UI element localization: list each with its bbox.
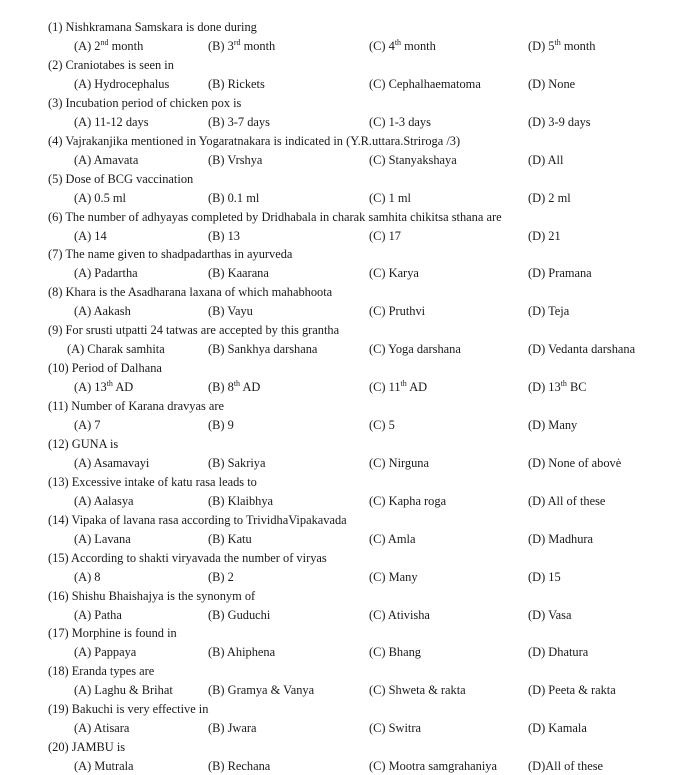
answer-option: (C) Kapha roga	[369, 493, 447, 508]
answer-option: (A) Padartha	[74, 266, 138, 281]
answer-option: (D) Peeta & rakta	[528, 683, 616, 698]
answer-option: (B) Sakriya	[208, 455, 266, 470]
answer-option: (B) Rechana	[208, 759, 271, 774]
answer-option: (D) 15	[528, 569, 561, 584]
answer-option: (A) Patha	[74, 607, 122, 622]
answer-option: (D) All	[528, 152, 564, 167]
answer-option: (A) Charak samhita	[67, 342, 165, 357]
question-text: (2) Craniotabes is seen in	[48, 57, 174, 72]
answer-option: (B) Sankhya darshana	[208, 342, 318, 357]
answer-option: (B) Rickets	[208, 76, 265, 91]
answer-option: (D) 5th month	[528, 38, 596, 53]
answer-option: (D) Dhatura	[528, 645, 589, 660]
answer-option: (C) Bhang	[369, 645, 421, 660]
question-text: (5) Dose of BCG vaccination	[48, 171, 194, 186]
answer-option: (C) Pruthvi	[369, 304, 426, 319]
answer-option: (A) 13th AD	[74, 379, 134, 395]
answer-option: (B) Katu	[208, 531, 252, 546]
answer-option: (A) Lavana	[74, 531, 131, 546]
answer-option: (B) 3rd month	[208, 38, 276, 53]
answer-option: (D) Vedanta darshana	[528, 342, 636, 357]
answer-option: (A) 2nd month	[74, 38, 144, 53]
answer-option: (C) Shweta & rakta	[369, 683, 466, 698]
answer-option: (C) Nirguna	[369, 455, 429, 470]
answer-option: (C) 11th AD	[369, 379, 428, 395]
answer-option: (A) Amavata	[74, 152, 139, 167]
answer-option: (D) 21	[528, 228, 561, 243]
answer-option: (A) Asamavayi	[74, 455, 150, 470]
answer-option: (A) Pappaya	[74, 645, 137, 660]
answer-option: (C) Many	[369, 569, 418, 584]
answer-option: (C) 4th month	[369, 38, 436, 53]
answer-option: (A) Mutrala	[74, 759, 134, 774]
answer-option: (C) 5	[369, 418, 395, 432]
answer-option: (B) 2	[208, 569, 234, 584]
answer-option: (B) 13	[208, 228, 241, 243]
answer-option: (D) 3-9 days	[528, 114, 591, 129]
answer-option: (D) 2 ml	[528, 190, 571, 205]
answer-option: (D) Teja	[528, 304, 570, 319]
answer-option: (A) Aakash	[74, 304, 131, 319]
answer-option: (B) Jwara	[208, 721, 257, 736]
question-text: (13) Excessive intake of katu rasa leads to	[48, 474, 257, 489]
answer-option: (D) Many	[528, 418, 578, 432]
answer-option: (C) Amla	[369, 531, 416, 546]
answer-option: (D) Vasa	[528, 607, 572, 622]
question-text: (20) JAMBU is	[48, 740, 126, 755]
answer-option: (D) None	[528, 76, 576, 91]
question-text: (4) Vajrakanjika mentioned in Yogaratnakara is indicated in (Y.R.uttara.Striroga /3)	[48, 133, 461, 148]
answer-option: (B) Vayu	[208, 304, 253, 319]
question-text: (17) Morphine is found in	[48, 626, 177, 641]
answer-option: (C) Ativisha	[369, 607, 430, 622]
answer-option: (B) 8th AD	[208, 379, 261, 395]
question-text: (7) The name given to shadpadarthas in ayurveda	[48, 247, 293, 262]
answer-option: (C) Yoga darshana	[369, 342, 461, 357]
question-text: (1) Nishkramana Samskara is done during	[48, 20, 257, 34]
answer-option: (A) 0.5 ml	[74, 190, 126, 205]
answer-option: (C) Mootra samgrahaniya	[369, 759, 497, 774]
answer-option: (B) Guduchi	[208, 607, 271, 622]
answer-option: (A) Laghu & Brihat	[74, 683, 173, 698]
answer-option: (C) Switra	[369, 721, 421, 736]
answer-option: (A) Aalasya	[74, 493, 134, 508]
question-text: (15) According to shakti viryavada the number of viryas	[48, 550, 327, 565]
answer-option: (B) Ahiphena	[208, 645, 276, 660]
answer-option: (D) Pramana	[528, 266, 592, 281]
answer-option: (A) 14	[74, 228, 107, 243]
question-text: (6) The number of adhyayas completed by Dridhabala in charak samhita chikitsa sthana are	[48, 209, 502, 224]
answer-option: (D) 13th BC	[528, 379, 587, 395]
answer-option: (A) 8	[74, 569, 101, 584]
question-text: (16) Shishu Bhaishajya is the synonym of	[48, 588, 256, 603]
question-text: (19) Bakuchi is very effective in	[48, 702, 209, 717]
answer-option: (B) Kaarana	[208, 266, 269, 281]
answer-option: (B) 0.1 ml	[208, 190, 260, 205]
answer-option: (C) 17	[369, 228, 402, 243]
answer-option: (D) All of these	[528, 493, 606, 508]
answer-option: (D)All of these	[528, 759, 604, 774]
answer-option: (C) 1 ml	[369, 190, 411, 205]
question-text: (12) GUNA is	[48, 436, 119, 451]
answer-option: (A) Atisara	[74, 721, 130, 736]
answer-option: (B) 3-7 days	[208, 114, 270, 129]
question-text: (3) Incubation period of chicken pox is	[48, 95, 242, 110]
answer-option: (D) Kamala	[528, 721, 587, 736]
answer-option: (C) 1-3 days	[369, 114, 431, 129]
answer-option: (B) Klaibhya	[208, 493, 274, 508]
question-text: (10) Period of Dalhana	[48, 361, 162, 376]
question-text: (9) For srusti utpatti 24 tatwas are accepted by this grantha	[48, 323, 340, 338]
question-text: (11) Number of Karana dravyas are	[48, 399, 225, 413]
answer-option: (C) Karya	[369, 266, 419, 281]
answer-option: (A) Hydrocephalus	[74, 76, 170, 91]
answer-option: (C) Cephalhaematoma	[369, 76, 481, 91]
question-text: (8) Khara is the Asadharana laxana of which mahabhoota	[48, 285, 333, 300]
answer-option: (B) Gramya & Vanya	[208, 683, 315, 698]
question-text: (18) Eranda types are	[48, 664, 155, 679]
question-text: (14) Vipaka of lavana rasa according to TrividhaVipakavada	[48, 512, 347, 527]
answer-option: (D) Madhura	[528, 531, 594, 546]
answer-option: (A) 11-12 days	[74, 114, 149, 129]
answer-option: (D) None of abovė	[528, 455, 622, 470]
answer-option: (C) Stanyakshaya	[369, 152, 457, 167]
answer-option: (B) Vrshya	[208, 152, 263, 167]
answer-option: (A) 7	[74, 418, 101, 432]
answer-option: (B) 9	[208, 418, 234, 432]
